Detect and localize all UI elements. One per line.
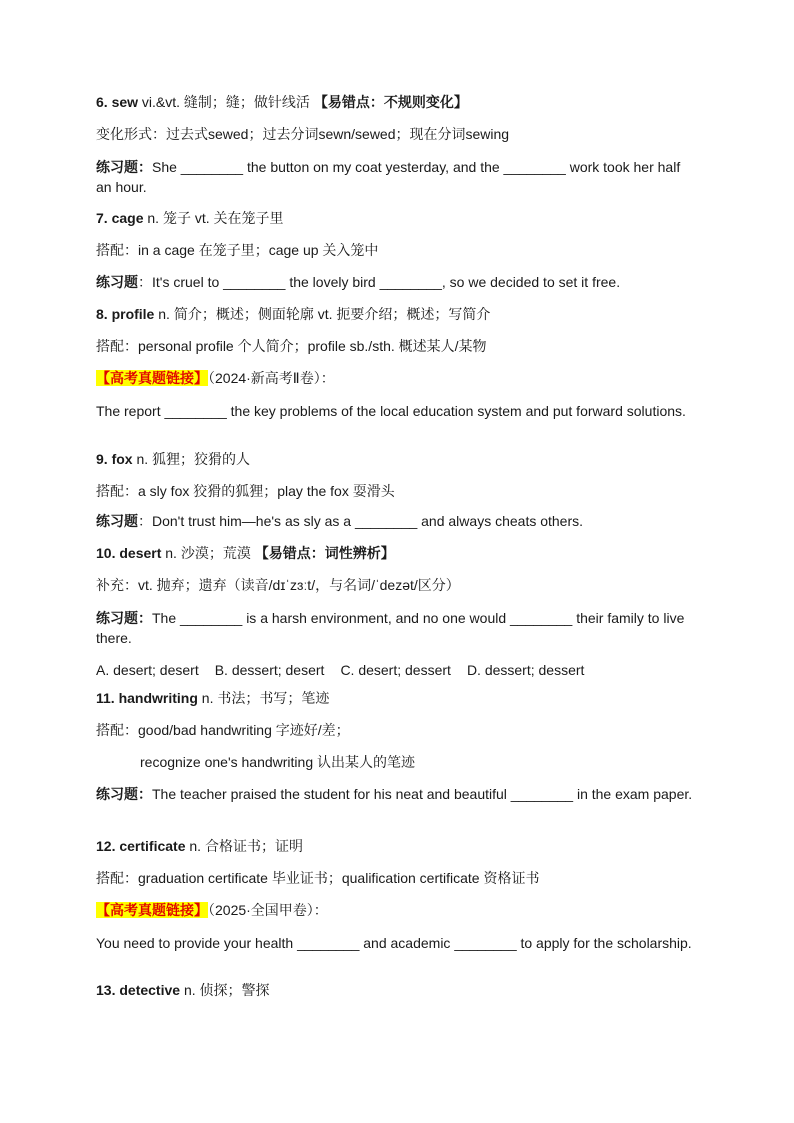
exercise-fox <box>96 511 583 531</box>
entry-heading-handwriting <box>96 688 329 708</box>
collocation-line: 搭配：in a cage 在笼子里；cage up 关入笼中 <box>96 242 379 258</box>
exam-question-profile: The report ________ the key problems of the local education system and put forward solutions. <box>96 403 686 419</box>
exercise-label: 练习题 <box>96 513 138 529</box>
entry-heading-detective <box>96 980 270 1000</box>
exam-link-2024 <box>96 368 335 388</box>
collocation-line-indented: recognize one's handwriting 认出某人的笔迹 <box>140 754 416 770</box>
entry-definition: n. 狐狸；狡猾的人 <box>132 451 251 467</box>
entry-definition: n. 沙漠；荒漠 <box>161 545 255 561</box>
answer-options <box>96 660 600 680</box>
collocation-line: 搭配：graduation certificate 毕业证书；qualification certificate 资格证书 <box>96 870 540 886</box>
entry-heading-cage <box>96 208 284 228</box>
entry-word: 13. detective <box>96 982 181 998</box>
exercise-label: 练习题： <box>96 159 152 175</box>
entry-word: 10. desert <box>96 545 162 561</box>
entry-word: 7. cage <box>96 210 144 226</box>
exercise-handwriting <box>96 784 696 804</box>
supplement-line: 补充：vt. 抛弃；遗弃（读音/dɪˈzɜːt/，与名词/ˈdezət/区分） <box>96 577 460 593</box>
exercise-label: 练习题： <box>96 610 152 626</box>
entry-word: 8. profile <box>96 306 155 322</box>
entry-heading-desert <box>96 543 395 563</box>
collocation-line: 搭配：a sly fox 狡猾的狐狸；play the fox 耍滑头 <box>96 483 395 499</box>
entry-word: 6. sew <box>96 94 139 110</box>
collocation-line: 搭配：personal profile 个人简介；profile sb./sth. 概述某人/某物 <box>96 338 487 354</box>
option-a: A. desert; desert <box>96 662 199 678</box>
entry-definition: n. 书法；书写；笔迹 <box>197 690 330 706</box>
entry-word: 12. certificate <box>96 838 186 854</box>
entry-definition: n. 笼子 vt. 关在笼子里 <box>143 210 284 226</box>
entry-definition: n. 合格证书；证明 <box>185 838 303 854</box>
exam-link-highlight: 【高考真题链接】 <box>96 902 208 918</box>
entry-heading-certificate <box>96 836 303 856</box>
collocation-line: 搭配：good/bad handwriting 字迹好/差； <box>96 722 350 738</box>
entry-word: 9. fox <box>96 451 133 467</box>
exercise-cage <box>96 272 620 292</box>
entry-definition: n. 侦探；警探 <box>180 982 270 998</box>
exercise-text: The teacher praised the student for his neat and beautiful ________ in the exam paper. <box>152 786 693 802</box>
entry-definition: vi.&vt. 缝制；缝；做针线活 <box>138 94 314 110</box>
entry-heading-profile <box>96 304 490 324</box>
exam-link-source: （2025·全国甲卷）： <box>208 902 328 918</box>
option-c: C. desert; dessert <box>340 662 451 678</box>
exam-question-certificate: You need to provide your health ________ and academic ________ to apply for the scholarship. <box>96 935 692 951</box>
exercise-text: ：It's cruel to ________ the lovely bird ________, so we decided to set it free. <box>138 274 621 290</box>
exercise-label: 练习题： <box>96 786 152 802</box>
exam-link-highlight: 【高考真题链接】 <box>96 370 208 386</box>
exercise-text: She ________ the button on my coat yesterday, and the ________ work took her half an hour. <box>96 159 681 195</box>
entry-definition: n. 简介；概述；侧面轮廓 vt. 扼要介绍；概述；写简介 <box>154 306 491 322</box>
exercise-sew <box>96 157 696 197</box>
error-tag: 【易错点：不规则变化】 <box>313 94 468 110</box>
entry-word: 11. handwriting <box>96 690 198 706</box>
exercise-text: ：Don't trust him—he's as sly as a ________ and always cheats others. <box>138 513 584 529</box>
exercise-text: The ________ is a harsh environment, and no one would ________ their family to live there. <box>96 610 685 646</box>
inflection-line: 变化形式：过去式sewed；过去分词sewn/sewed；现在分词sewing <box>96 126 510 142</box>
exam-link-2025 <box>96 900 328 920</box>
entry-heading-fox <box>96 449 250 469</box>
exercise-desert <box>96 608 696 648</box>
entry-heading-sew <box>96 92 468 112</box>
error-tag: 【易错点：词性辨析】 <box>254 545 395 561</box>
option-b: B. dessert; desert <box>214 662 325 678</box>
exam-link-source: （2024·新高考Ⅱ卷）： <box>208 370 335 386</box>
exercise-label: 练习题 <box>96 274 138 290</box>
option-d: D. dessert; dessert <box>466 662 585 678</box>
